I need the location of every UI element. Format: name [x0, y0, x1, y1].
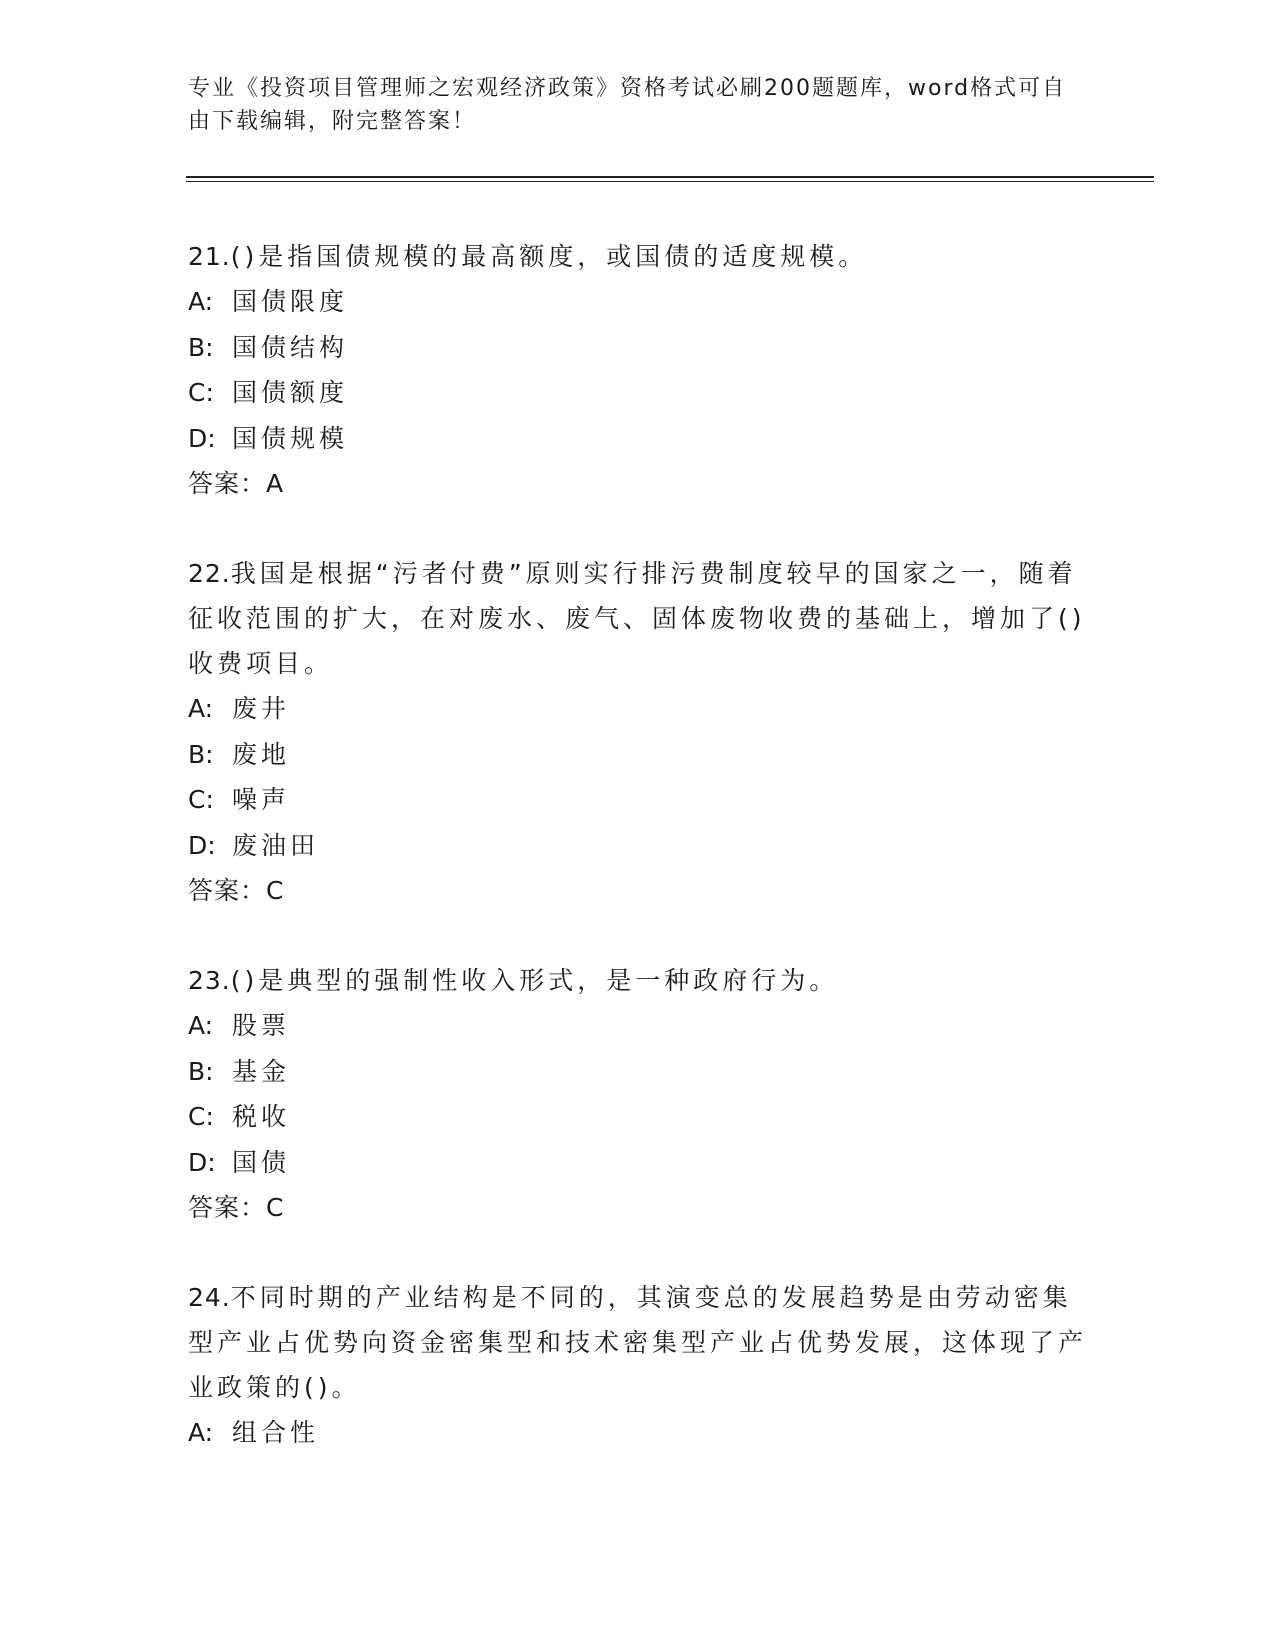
- option-text: 国债额度: [232, 378, 349, 407]
- option-d: [188, 416, 1088, 462]
- question-stem: [188, 958, 1088, 1003]
- option-b: [188, 732, 1088, 778]
- option-b: [188, 325, 1088, 371]
- question-24: [188, 1275, 1088, 1456]
- option-text: 国债限度: [232, 287, 349, 316]
- option-text: 股票: [232, 1011, 291, 1040]
- question-number: 22.: [188, 559, 231, 588]
- option-key: B:: [188, 739, 214, 769]
- option-d: [188, 1140, 1088, 1186]
- option-c: [188, 370, 1088, 416]
- option-key: A:: [188, 694, 214, 723]
- option-b: [188, 1049, 1088, 1095]
- option-text: 废井: [232, 694, 291, 723]
- option-text: 国债结构: [232, 332, 349, 362]
- question-23: [188, 958, 1088, 1230]
- option-text: 国债规模: [232, 423, 349, 453]
- option-d: [188, 823, 1088, 869]
- option-key: C:: [188, 1102, 214, 1131]
- option-key: A:: [188, 1011, 214, 1040]
- option-text: 废油田: [232, 830, 320, 860]
- answer-label: 答案：: [188, 469, 267, 498]
- question-number: 23.: [188, 966, 231, 995]
- document-header: 专业《投资项目管理师之宏观经济政策》资格考试必刷200题题库，word格式可自由下载编辑，附完整答案！: [188, 76, 1067, 134]
- question-number: 21.: [188, 242, 231, 271]
- option-key: B:: [188, 1056, 214, 1086]
- option-key: A:: [188, 1418, 214, 1447]
- option-text: 基金: [232, 1056, 291, 1086]
- option-a: [188, 686, 1088, 732]
- option-text: 国债: [232, 1147, 291, 1177]
- question-stem: [188, 551, 1088, 686]
- option-c: [188, 777, 1088, 823]
- answer-line: [188, 461, 1088, 506]
- option-key: D:: [188, 1147, 216, 1177]
- answer-label: 答案：: [188, 876, 267, 905]
- question-list: [188, 234, 1088, 1501]
- question-stem: [188, 234, 1088, 279]
- option-key: C:: [188, 378, 214, 407]
- answer-value: A: [266, 469, 285, 498]
- option-a: [188, 1003, 1088, 1049]
- option-text: 组合性: [232, 1418, 320, 1447]
- option-a: [188, 279, 1088, 325]
- question-22: [188, 551, 1088, 913]
- answer-value: C: [266, 1193, 285, 1222]
- header-divider-thick: [186, 176, 1154, 178]
- question-text: ()是典型的强制性收入形式，是一种政府行为。: [230, 966, 839, 995]
- option-text: 税收: [232, 1102, 291, 1131]
- option-key: D:: [188, 830, 216, 860]
- answer-label: 答案：: [188, 1193, 267, 1222]
- answer-value: C: [266, 876, 285, 905]
- option-text: 噪声: [232, 785, 291, 814]
- answer-line: [188, 1185, 1088, 1230]
- question-stem: [188, 1275, 1088, 1410]
- option-text: 废地: [232, 739, 291, 769]
- answer-line: [188, 868, 1088, 913]
- question-number: 24.: [188, 1283, 231, 1312]
- option-key: D:: [188, 423, 216, 453]
- question-text: 我国是根据“污者付费”原则实行排污费制度较早的国家之一，随着征收范围的扩大，在对废水、废气、固体废物收费的基础上，增加了()收费项目。: [188, 559, 1086, 678]
- question-21: [188, 234, 1088, 506]
- option-c: [188, 1094, 1088, 1140]
- question-text: ()是指国债规模的最高额度，或国债的适度规模。: [230, 242, 868, 271]
- option-key: A:: [188, 287, 214, 316]
- option-a: [188, 1410, 1088, 1456]
- question-text: 不同时期的产业结构是不同的，其演变总的发展趋势是由劳动密集型产业占优势向资金密集型和技术密集型产业占优势发展，这体现了产业政策的()。: [188, 1283, 1088, 1402]
- option-key: B:: [188, 332, 214, 362]
- header-divider-thin: [186, 181, 1154, 182]
- option-key: C:: [188, 785, 214, 814]
